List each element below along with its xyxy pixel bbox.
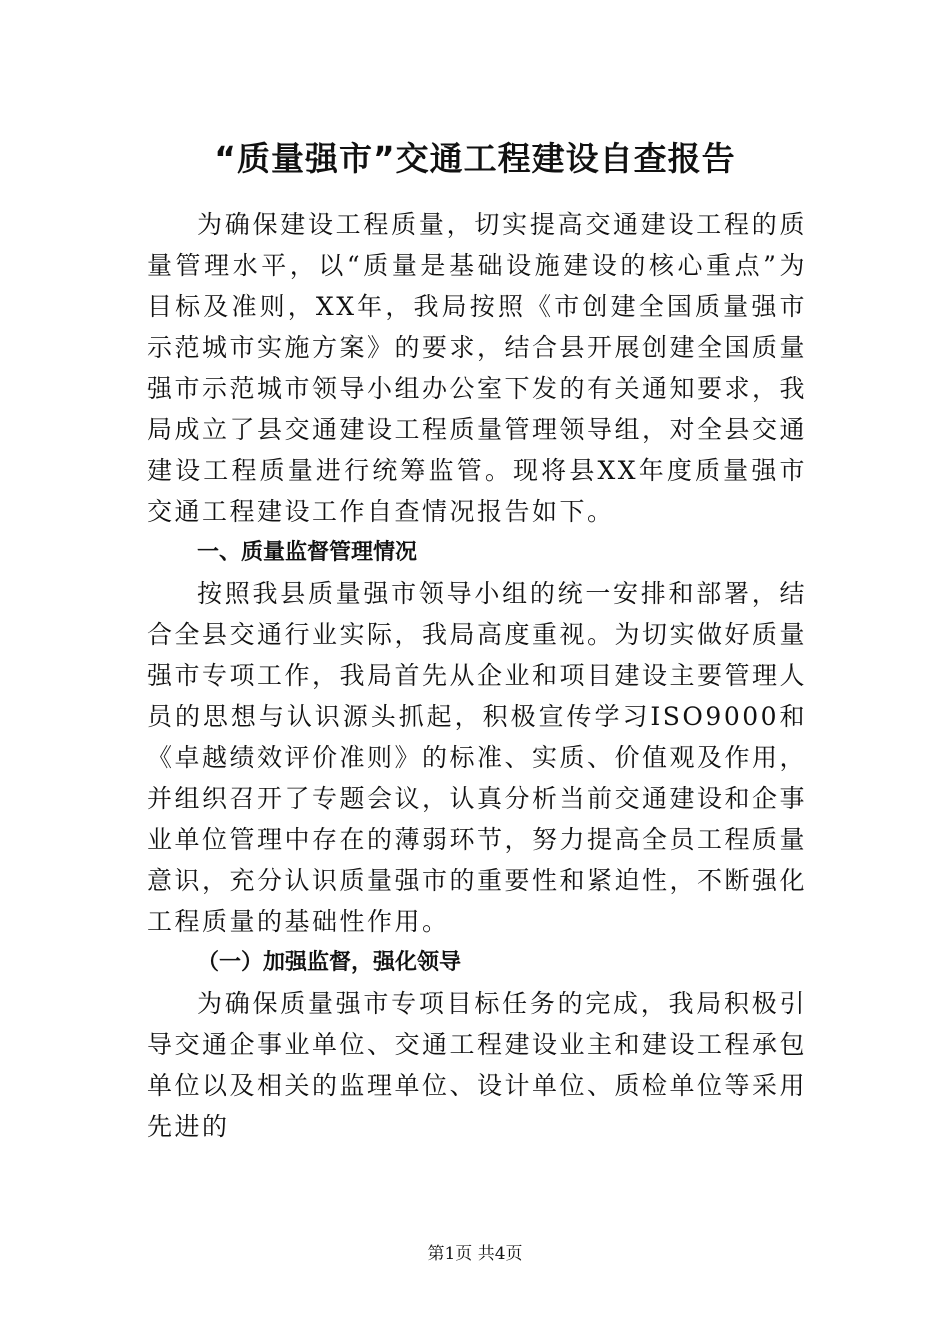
subsection-heading-strengthen-supervision: （一）加强监督，强化领导 (197, 950, 462, 975)
subsection-paragraph-strengthen-supervision: 为确保质量强市专项目标任务的完成，我局积极引导交通企事业单位、交通工程建设业主和建设工程承包单位以及相关的监理单位、设计单位、质检单位等采用先进的 (147, 989, 808, 1141)
section-heading-quality-supervision: 一、质量监督管理情况 (197, 540, 418, 565)
section-paragraph-quality-supervision: 按照我县质量强市领导小组的统一安排和部署，结合全县交通行业实际，我局高度重视。为切实做好质量强市专项工作，我局首先从企业和项目建设主要管理人员的思想与认识源头抓起，积极宣传学习ISO9000和《卓越绩效评价准则》的标准、实质、价值观及作用，并组织召开了专题会议，认真分析当前交通建设和企事业单位管理中存在的薄弱环节，努力提高全员工程质量意识，充分认识质量强市的重要性和紧迫性，不断强化工程质量的基础性作用。 (147, 579, 808, 936)
document-body (147, 204, 807, 1147)
page-footer: 第1页 共4页 (427, 1244, 523, 1264)
document-title: “质量强市”交通工程建设自查报告 (214, 139, 736, 178)
intro-paragraph: 为确保建设工程质量，切实提高交通建设工程的质量管理水平，以“质量是基础设施建设的核心重点”为目标及准则，XX年，我局按照《市创建全国质量强市示范城市实施方案》的要求，结合县开展创建全国质量强市示范城市领导小组办公室下发的有关通知要求，我局成立了县交通建设工程质量管理领导组，对全县交通建设工程质量进行统筹监管。现将县XX年度质量强市交通工程建设工作自查情况报告如下。 (147, 210, 808, 526)
